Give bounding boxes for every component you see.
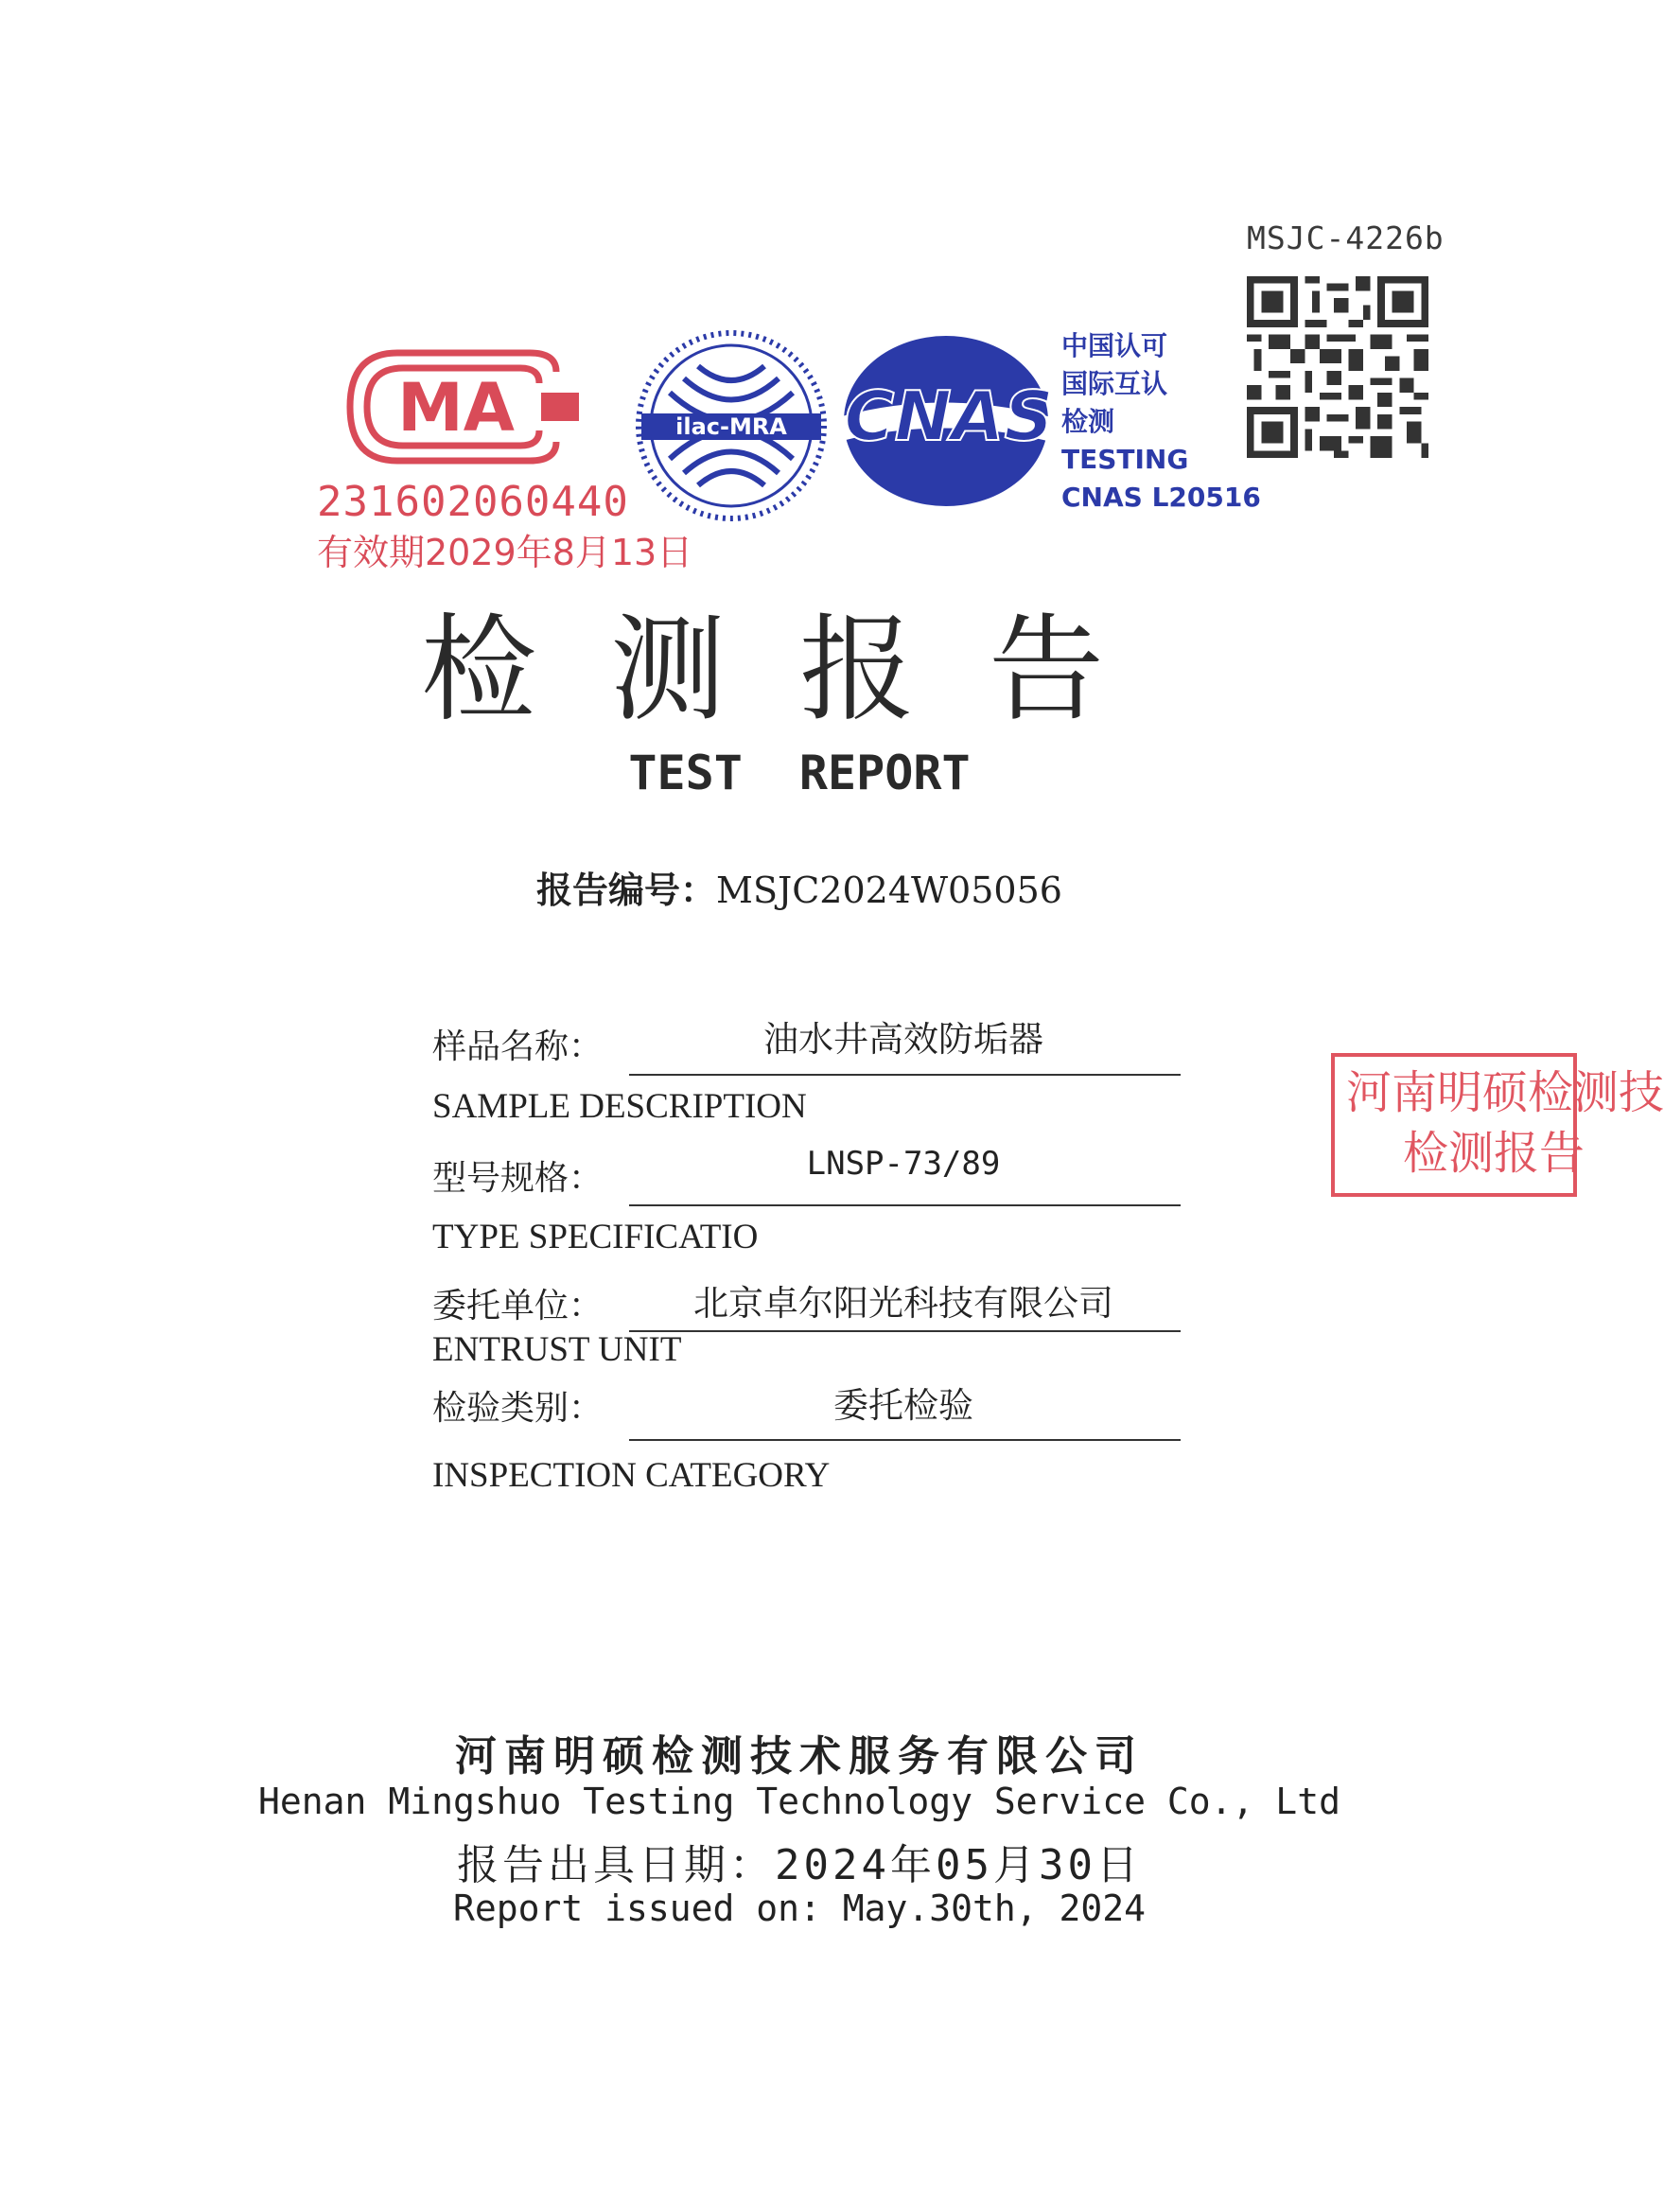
cnas-logo [837, 331, 1064, 511]
report-number-value: MSJC2024W05056 [716, 869, 1062, 911]
sample-underline [629, 1074, 1181, 1076]
report-title-en: TEST REPORT [628, 746, 971, 800]
ma-expiry-date: 有效期2029年8月13日 [317, 532, 693, 573]
company-name-cn: 河南明硕检测技术服务有限公司 [455, 1732, 1144, 1781]
qr-code-icon [1247, 276, 1428, 458]
seal-line: 检测报告 [1403, 1127, 1585, 1180]
ilac-logo-text: ilac-MRA [675, 413, 787, 440]
issue-date-en: Report issued on: May.30th, 2024 [452, 1887, 1147, 1929]
cnas-text-line: 中国认可 [1061, 330, 1168, 361]
sample-label-en: SAMPLE DESCRIPTION [432, 1087, 807, 1126]
type-underline [629, 1204, 1181, 1206]
category-underline [629, 1439, 1181, 1441]
cnas-text-line: CNAS L20516 [1061, 482, 1261, 513]
issue-date-cn: 报告出具日期：2024年05月30日 [457, 1841, 1142, 1889]
cnas-text-line: 检测 [1061, 406, 1115, 437]
company-seal-stamp [1331, 1053, 1664, 1197]
type-value: LNSP-73/89 [806, 1145, 1001, 1183]
ilac-mra-logo [632, 326, 831, 525]
client-value: 北京卓尔阳光科技有限公司 [693, 1283, 1113, 1324]
cnas-text-line: 国际互认 [1061, 368, 1168, 399]
report-number [0, 861, 1599, 913]
report-title-cn: 检测报告 [421, 603, 1178, 737]
seal-line: 河南明硕检测技 [1346, 1066, 1664, 1119]
sample-value: 油水井高效防垢器 [763, 1019, 1043, 1060]
cnas-text-line: TESTING [1061, 444, 1189, 475]
category-label-en: INSPECTION CATEGORY [432, 1456, 831, 1495]
document-code: MSJC-4226b [1247, 219, 1445, 256]
client-label-en: ENTRUST UNIT [432, 1330, 682, 1369]
type-label-en: TYPE SPECIFICATIO [432, 1218, 759, 1256]
ma-logo-text: MA [397, 369, 515, 447]
type-label: 型号规格： [432, 1159, 604, 1198]
client-label: 委托单位： [432, 1287, 604, 1325]
cnas-logo-text: CNAS [844, 377, 1054, 456]
category-value: 委托检验 [833, 1385, 973, 1426]
ma-certification-logo [341, 345, 587, 468]
category-label: 检验类别： [432, 1389, 604, 1428]
report-number-label: 报告编号： [536, 869, 717, 911]
cnas-accreditation-text [1061, 327, 1261, 517]
client-underline [629, 1330, 1181, 1332]
company-name-en: Henan Mingshuo Testing Technology Service Co., Ltd [258, 1781, 1340, 1822]
ma-certificate-number: 231602060440 [317, 478, 629, 526]
sample-label: 样品名称： [432, 1027, 604, 1066]
